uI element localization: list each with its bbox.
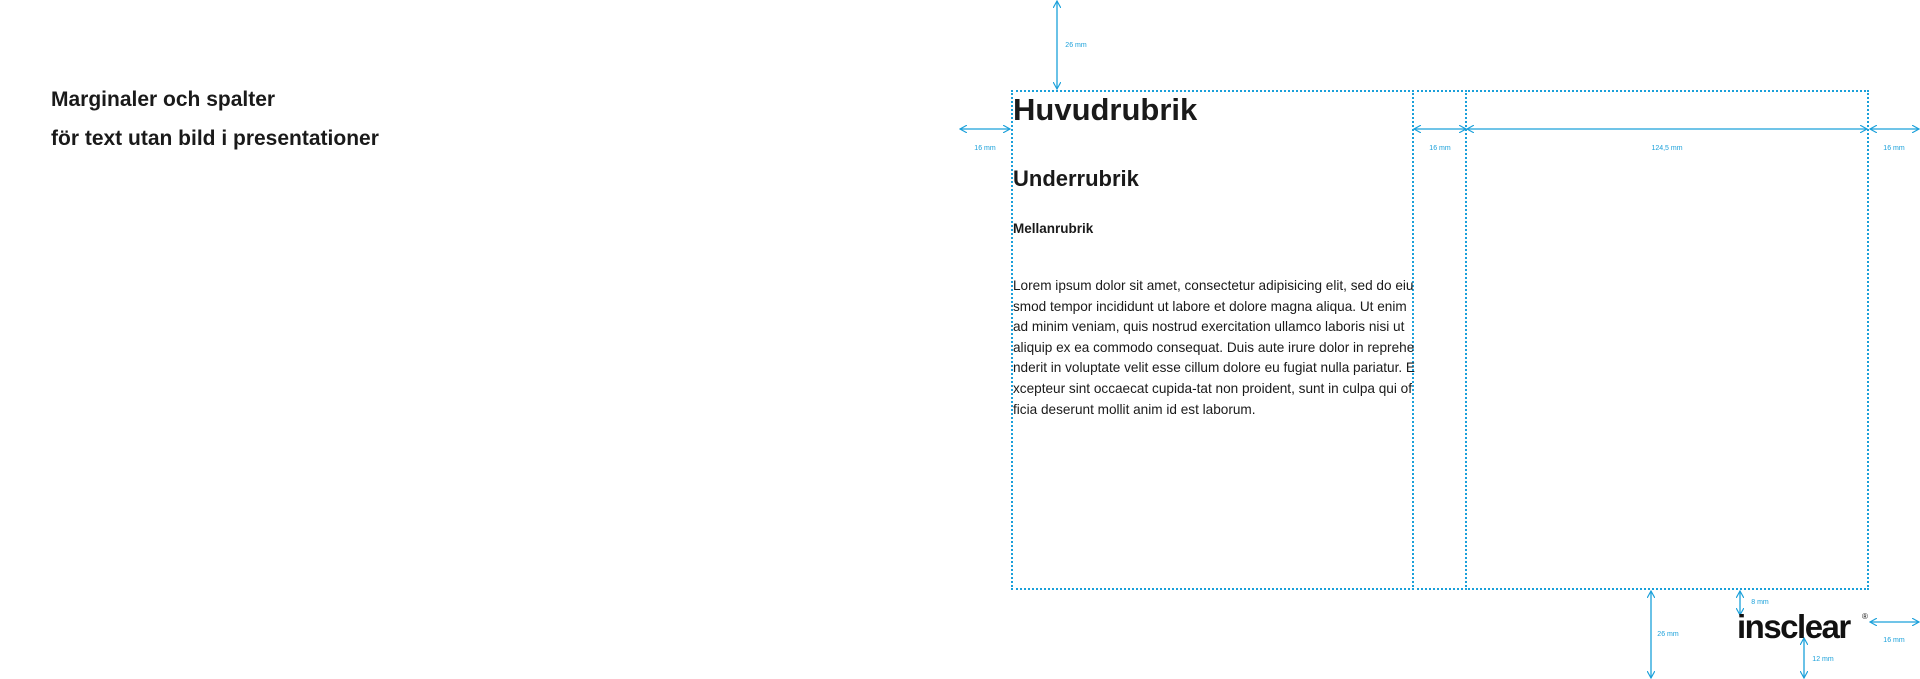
right-column-guide — [1465, 90, 1869, 590]
logo-top-label: 8 mm — [1751, 599, 1769, 606]
main-heading: Huvudrubrik — [1013, 92, 1198, 127]
insclear-logo: insclear — [1737, 608, 1850, 645]
mid-heading: Mellanrubrik — [1013, 221, 1094, 236]
sub-heading: Underrubrik — [1013, 166, 1139, 191]
top-margin-label: 26 mm — [1065, 42, 1087, 49]
body-text: Lorem ipsum dolor sit amet, consectetur adipisicing elit, sed do eiusmod tempor incididunt ut labore et dolore magna aliqua. Ut enim ad minim veniam, quis nostrud exercitation ullamco laboris nisi ut aliquip ex ea commodo consequat. Duis aute irure dolor in reprehenderit in voluptate velit esse cillum dolore eu fugiat nulla pariatur. Excepteur sint occaecat cupida-tat non proident, sunt in culpa qui officia deserunt mollit anim id est laborum. — [1013, 278, 1415, 417]
logo-right-label: 16 mm — [1883, 637, 1905, 644]
left-margin-label: 16 mm — [974, 145, 996, 152]
right-margin-label: 16 mm — [1883, 145, 1905, 152]
gutter-guide — [1412, 90, 1467, 590]
right-column-label: 124,5 mm — [1651, 145, 1683, 152]
registered-mark: ® — [1862, 612, 1868, 621]
page-title-line-1: Marginaler och spalter — [51, 88, 276, 111]
gutter-label: 16 mm — [1429, 145, 1451, 152]
logo-bottom-label: 12 mm — [1812, 656, 1834, 663]
page-title-line-2: för text utan bild i presentationer — [51, 127, 379, 150]
bottom-margin-label: 26 mm — [1657, 631, 1679, 638]
